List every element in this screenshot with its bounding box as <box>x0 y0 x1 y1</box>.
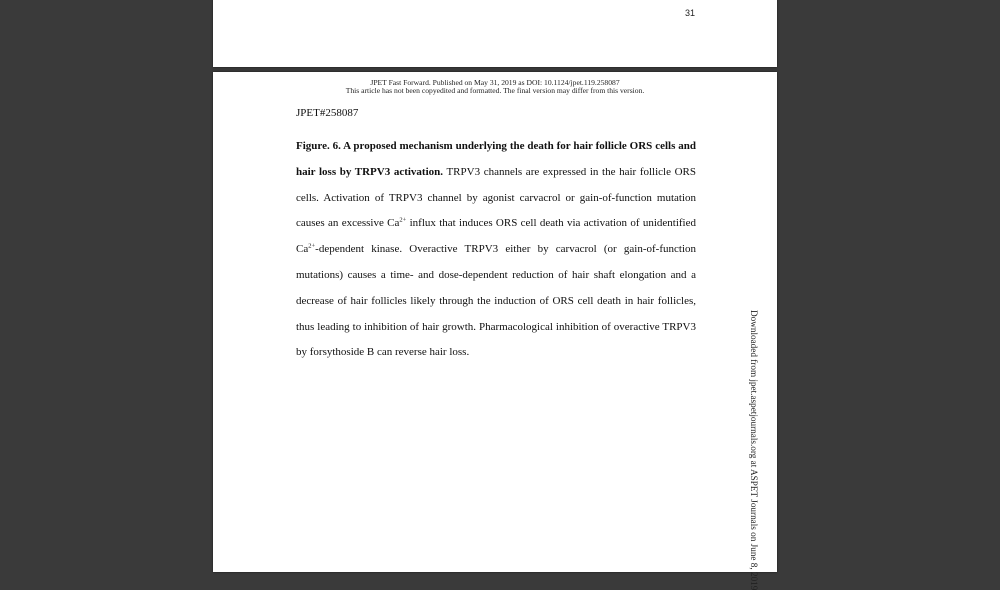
figure-caption <box>296 134 696 366</box>
copyedit-notice: This article has not been copyedited and formatted. The final version may differ from this version. <box>345 86 645 95</box>
caption-text-part1: TRPV3 channels are expressed in the hair follicle ORS cells. Activation of TRPV3 channel by agonist carvacrol or gain-of-function mutation causes an excessive Ca <box>296 165 696 230</box>
previous-page <box>213 0 777 67</box>
caption-text-part2: influx that induces ORS cell death via activation of unidentified Ca <box>296 217 696 256</box>
superscript-charge-2: 2+ <box>308 242 316 250</box>
superscript-charge-1: 2+ <box>399 216 407 224</box>
current-page <box>213 72 777 590</box>
caption-title: Figure. 6. A proposed mechanism underlying the death for hair follicle ORS cells and hair loss by TRPV3 activation. <box>296 140 696 178</box>
manuscript-id: JPET#258087 <box>296 107 359 119</box>
caption-text-part3: -dependent kinase. Overactive TRPV3 either by carvacrol (or gain-of-function mutations) causes a time- and dose-dependent reduction of hair shaft elongation and a decrease of hair follicles likely through the induction of ORS cell death in hair follicles, thus leading to inhibition of hair growth. Pharmacological inhibition of overactive TRPV3 by forsythoside B can reverse hair loss. <box>296 243 696 359</box>
publication-notice: JPET Fast Forward. Published on May 31, 2019 as DOI: 10.1124/jpet.119.258087 <box>370 78 620 87</box>
download-watermark: Downloaded from jpet.aspetjournals.org at ASPET Journals on June 8, 2019 <box>749 310 759 590</box>
page-number: 31 <box>684 8 695 18</box>
